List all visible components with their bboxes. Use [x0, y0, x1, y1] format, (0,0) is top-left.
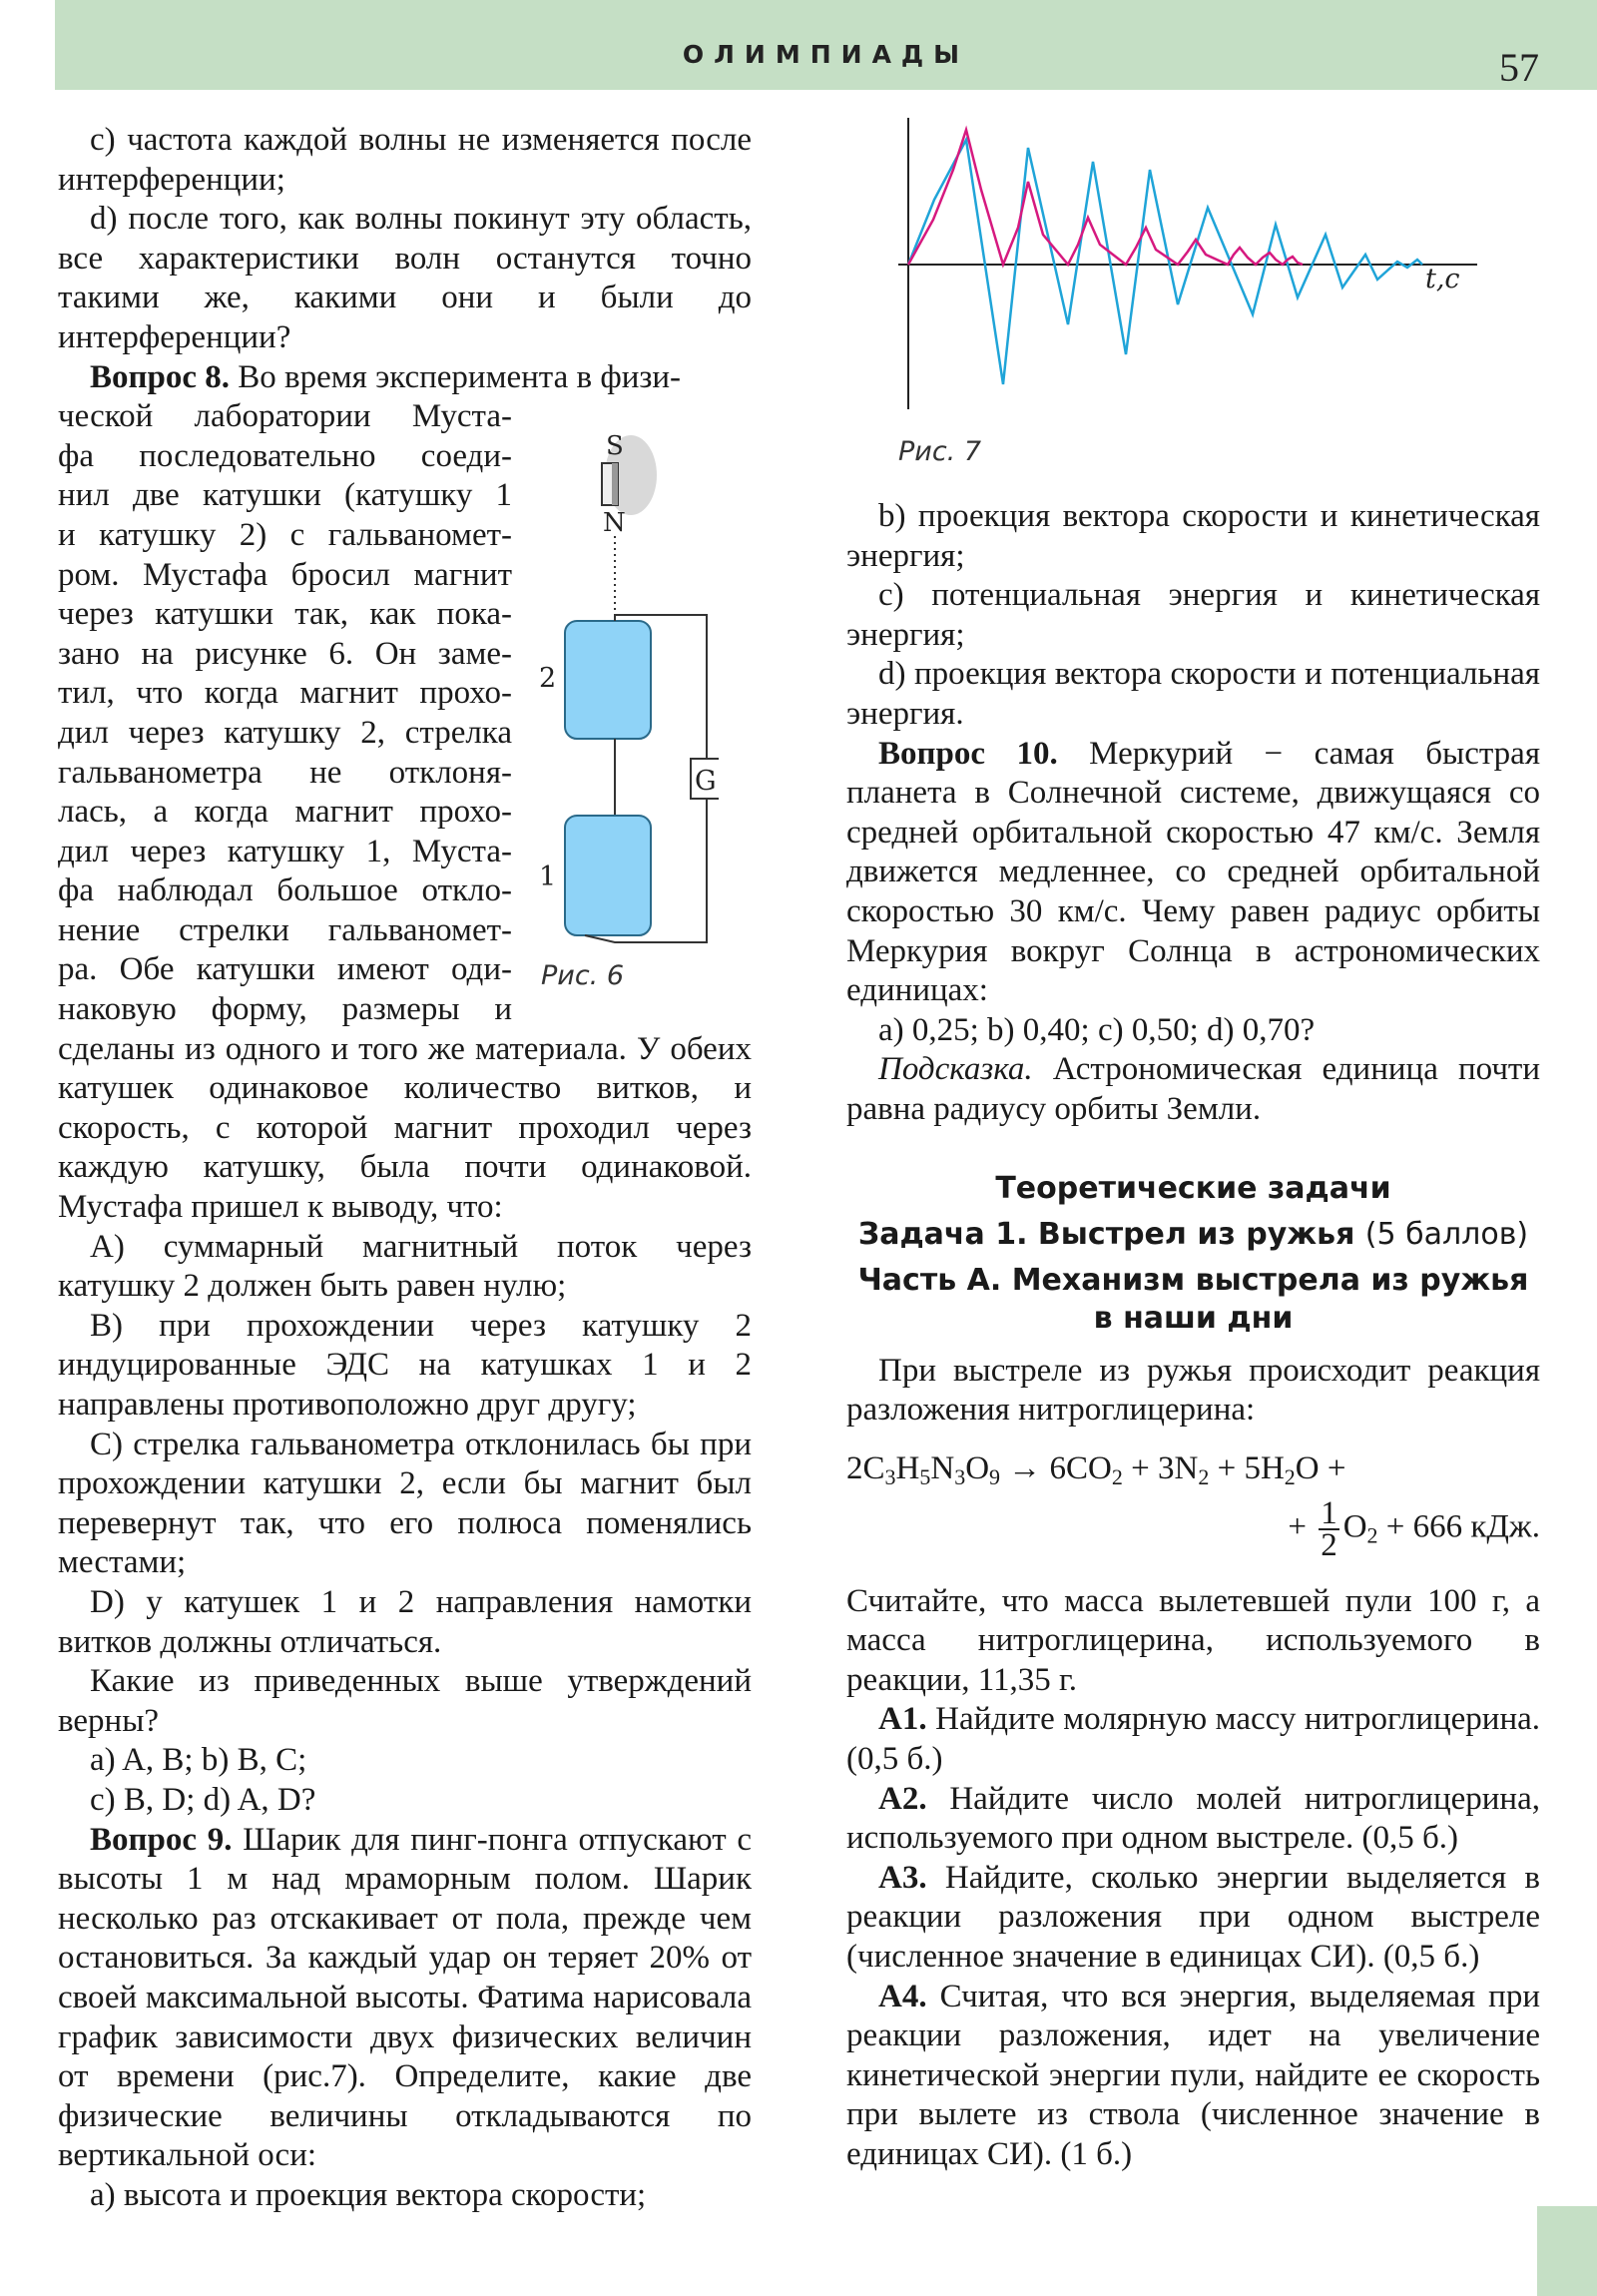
equation-line-2: [846, 1494, 1540, 1563]
A3-body: Найдите, сколько энергии выделяется в реакции разложения при одном выстреле (численное значение в единицах СИ). (0,5 б.): [846, 1859, 1540, 1976]
section-title: Теоретические задачи: [995, 1170, 1391, 1206]
eq-fraction: [1319, 1494, 1339, 1563]
q8-line: гальванометра не отклоня-: [58, 754, 512, 791]
given-data: Считайте, что масса вылетевшей пули 100 г, а масса нитроглицерина, используемого в реакции, 11,35 г.: [846, 1582, 1540, 1698]
q8-line: дил через катушку 2, стрелка: [58, 714, 512, 751]
q8-line: ра. Обе катушки имеют оди-: [58, 951, 512, 988]
time-axis-label: t,c: [1425, 264, 1460, 294]
A1-body: Найдите молярную массу нитроглицерина. (0,5 б.): [846, 1701, 1541, 1778]
eq-sub: 3: [954, 1463, 966, 1489]
q8-option-B: B) при прохождении через катушку 2 индуцированные ЭДС на катушках 1 и 2 направлены противоположно друг другу;: [58, 1307, 752, 1423]
q7-option-d: d) после того, как волны покинут эту область, все характеристики волн останутся точно такими же, какими они и были до интерференции?: [58, 201, 752, 355]
q9-label: Вопрос 9.: [90, 1821, 233, 1858]
q9-body: Шарик для пинг-понга отпускают с высоты 1 м над мраморным полом. Шарик несколько раз отскакивает от пола, прежде чем остановиться. За каждый удар он теряет 20% от своей максимальной высоты. Фатима нарисовала график зависимости двух физических величин от времени (рис.7). Определите, какие две физические величины откладываются по вертикальной оси:: [58, 1821, 753, 2174]
q8-line: нил две катушки (катушку 1: [58, 477, 512, 514]
eq-sub: 9: [989, 1463, 1001, 1489]
q8-which: Какие из приведенных выше утверждений верны?: [58, 1663, 752, 1739]
q8-wrapped-text: [58, 397, 512, 1030]
A4-label: A4.: [878, 1978, 927, 2014]
galvanometer-label: G: [695, 766, 717, 797]
footer-tab: [1537, 2206, 1597, 2296]
q8-line: фа последовательно соеди-: [58, 437, 512, 474]
q10-answers: a) 0,25; b) 0,40; c) 0,50; d) 0,70?: [878, 1011, 1316, 1048]
figure-6: [519, 419, 719, 991]
coil-2-label: 2: [539, 663, 557, 694]
eq-plus: +: [1288, 1508, 1307, 1545]
q8-rest: сделаны из одного и того же материала. У обеих катушек одинаковое количество витков, и скорость, с которой магнит проходил через каждую катушку, была почти одинаковой. Мустафа пришел к выводу, что:: [58, 1030, 752, 1226]
q8-option-D: D) у катушек 1 и 2 направления намотки витков должны отличаться.: [58, 1583, 752, 1660]
eq-sub: 2: [1366, 1522, 1378, 1548]
task-title: [846, 1216, 1540, 1254]
eq-sub: 3: [884, 1463, 896, 1489]
figure-7-caption: Рис. 7: [898, 436, 982, 467]
q8-line: тил, что когда магнит прохо-: [58, 675, 512, 712]
task-A4: [846, 1978, 1540, 2175]
task-A3: [846, 1859, 1540, 1978]
q9-option-a: a) высота и проекция вектора скорости;: [90, 2176, 647, 2213]
q10-hint: [846, 1050, 1540, 1129]
q8-option-C: C) стрелка гальванометра отклонилась бы при прохождении катушки 2, если бы магнит был перевернут так, что его полюса поменялись местами;: [58, 1426, 752, 1581]
A2-body: Найдите число молей нитроглицерина, используемого при одном выстреле. (0,5 б.): [846, 1780, 1540, 1857]
reaction-intro: При выстреле из ружья происходит реакция разложения нитроглицерина:: [846, 1352, 1540, 1429]
q8-answers-1: a) A, B; b) B, C;: [90, 1742, 307, 1779]
pole-N: N: [603, 508, 626, 538]
coil-2: [565, 621, 651, 739]
eq-el: O: [965, 1449, 990, 1486]
A3-label: A3.: [878, 1859, 927, 1896]
header-band: [55, 0, 1597, 90]
q8-first: Во время эксперимента в физи-: [238, 358, 682, 395]
bounce-graph: [878, 110, 1497, 429]
q8-line: дил через катушку 1, Муста-: [58, 833, 512, 869]
eq-term: + 3N: [1122, 1449, 1199, 1486]
q8-line: ром. Мустафа бросил магнит: [58, 556, 512, 593]
running-title: ОЛИМПИАДЫ: [682, 40, 970, 69]
q7-option-c: c) частота каждой волны не изменяется после интерференции;: [58, 122, 752, 198]
q8-line: фа наблюдал большое откло-: [58, 872, 512, 909]
hint-body: Астрономическая единица почти равна радиусу орбиты Земли.: [846, 1051, 1540, 1127]
q10-body: Меркурий − самая быстрая планета в Солнечной системе, движущаяся со средней орбитальной скоростью 47 км/с. Земля движется медленнее, со средней орбитальной скоростью 30 км/с. Чему равен радиус орбиты Меркурия вокруг Солнца в астрономических единицах:: [846, 735, 1540, 1009]
part-title-line2: в наши дни: [1093, 1300, 1294, 1336]
velocity-curve: [908, 140, 1422, 384]
eq-term: + 5H: [1209, 1449, 1285, 1486]
coil-1: [565, 816, 651, 935]
reaction-equation: [846, 1448, 1540, 1563]
eq-el: N: [930, 1449, 955, 1486]
task-points: (5 баллов): [1364, 1216, 1529, 1252]
eq-numerator: 1: [1321, 1494, 1337, 1531]
task-A2: [846, 1780, 1540, 1859]
right-column: [846, 497, 1540, 2175]
q9-option-c: c) потенциальная энергия и кинетическая энергия;: [846, 577, 1540, 653]
eq-sub: 2: [1284, 1463, 1296, 1489]
part-title-line1: Часть А. Механизм выстрела из ружья: [857, 1262, 1529, 1298]
pole-S: S: [606, 431, 624, 461]
A4-body: Считая, что вся энергия, выделяемая при реакции разложения, идет на увеличение кинетической энергии пули, найдите ее скорость при вылете из ствола (численное значение в единицах СИ). (1 б.): [846, 1978, 1540, 2172]
page-number: 57: [1499, 45, 1539, 90]
eq-el: H: [895, 1449, 920, 1486]
q8-line: и катушку 2) с гальваномет-: [58, 516, 512, 553]
eq-el: O: [1342, 1508, 1367, 1545]
eq-term: + 666 кДж.: [1377, 1508, 1540, 1545]
eq-coef: 2: [846, 1449, 863, 1486]
q8-line: лась, а когда магнит прохо-: [58, 794, 512, 831]
q9-option-d: d) проекция вектора скорости и потенциальная энергия.: [846, 656, 1540, 732]
eq-sub: 2: [1198, 1463, 1210, 1489]
q8-first-line: [58, 358, 752, 398]
q9-text: [58, 1821, 752, 2176]
eq-denominator: 2: [1321, 1526, 1337, 1563]
figure-6-caption: Рис. 6: [541, 960, 625, 991]
q8-answers-2: c) B, D; d) A, D?: [90, 1781, 316, 1818]
q8-line: ческой лаборатории Муста-: [58, 398, 512, 435]
coil-diagram: [519, 419, 719, 988]
q8-line: наковую форму, размеры и: [58, 991, 512, 1028]
part-title: [846, 1262, 1540, 1338]
eq-el: C: [862, 1449, 885, 1486]
q9-option-b: b) проекция вектора скорости и кинетическая энергия;: [846, 498, 1540, 574]
task-name: Задача 1. Выстрел из ружья: [857, 1216, 1355, 1252]
magnet-side: [612, 463, 618, 505]
eq-sub: 2: [1111, 1463, 1123, 1489]
q10-label: Вопрос 10.: [878, 735, 1058, 772]
A2-label: A2.: [878, 1780, 927, 1817]
eq-term: O +: [1295, 1449, 1346, 1486]
eq-sub: 5: [919, 1463, 931, 1489]
figure-7: [878, 110, 1497, 469]
hint-label: Подсказка.: [878, 1051, 1033, 1088]
q8-option-A: A) суммарный магнитный поток через катушку 2 должен быть равен нулю;: [58, 1228, 752, 1305]
equation-line-1: [846, 1448, 1540, 1488]
q10-text: [846, 735, 1540, 1011]
coil-1-label: 1: [539, 861, 557, 892]
A1-label: A1.: [878, 1701, 927, 1738]
q8-line: нение стрелки гальваномет-: [58, 911, 512, 948]
q8-line: через катушки так, как пока-: [58, 596, 512, 633]
task-A1: [846, 1700, 1540, 1779]
q8-line: зано на рисунке 6. Он заме-: [58, 635, 512, 672]
q8-label: Вопрос 8.: [90, 358, 231, 395]
eq-arrow: → 6CO: [1000, 1449, 1112, 1486]
